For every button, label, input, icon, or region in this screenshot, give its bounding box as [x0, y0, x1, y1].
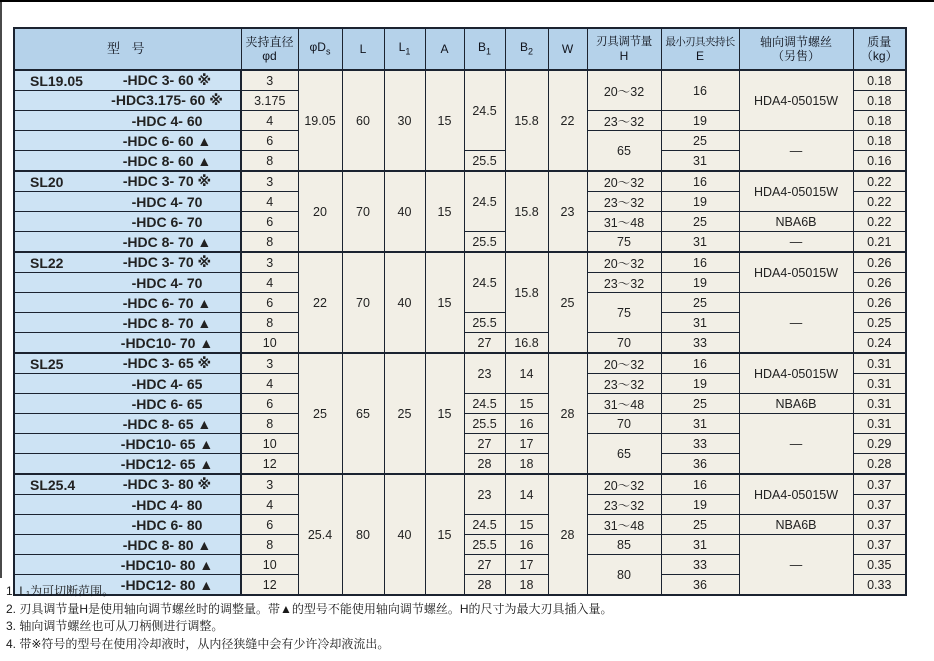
E-value-cell: 25 — [661, 212, 739, 232]
E-value-cell: 31 — [661, 232, 739, 253]
B1-value-cell: 25.5 — [464, 232, 505, 253]
screw-value-cell: HDA4-05015W — [739, 70, 853, 131]
H-value-cell: 65 — [587, 131, 661, 172]
model-cell — [14, 293, 241, 313]
A-value-cell: 15 — [425, 353, 464, 474]
B2-value-cell: 17 — [505, 434, 548, 454]
A-value-cell: 15 — [425, 474, 464, 595]
col-header-mass: 质量 （kg） — [853, 28, 906, 70]
model-cell — [14, 333, 241, 354]
table-row — [14, 70, 906, 91]
H-value-cell: 23～32 — [587, 192, 661, 212]
model-label: -HDC 8- 70 ▲ — [122, 314, 212, 331]
Ds-value-cell: 19.05 — [298, 70, 342, 171]
model-cell — [14, 131, 241, 151]
E-value-cell: 33 — [661, 333, 739, 354]
model-cell — [14, 414, 241, 434]
series-label: SL20 — [30, 173, 64, 190]
screw-value-cell: — — [739, 131, 853, 172]
W-value-cell: 23 — [548, 171, 587, 252]
H-value-cell: 31～48 — [587, 212, 661, 232]
series-label: SL22 — [30, 254, 64, 271]
model-cell — [14, 353, 241, 374]
model-label: -HDC10- 65 ▲ — [120, 435, 214, 452]
model-label: -HDC3.175- 60 ※ — [111, 92, 223, 108]
spec-table — [13, 27, 907, 596]
model-label: -HDC 3- 60 ※ — [122, 72, 212, 88]
footnote-2: 2. 刃具调节量H是使用轴向调节螺丝时的调整量。带▲的型号不能使用轴向调节螺丝。H的尺寸为最大刃具插入量。 — [6, 601, 613, 616]
model-label: -HDC12- 80 ▲ — [120, 576, 214, 593]
d-value-cell: 4 — [241, 495, 298, 515]
E-value-cell: 25 — [661, 515, 739, 535]
Ds-value-cell: 25.4 — [298, 474, 342, 595]
model-label: -HDC 4- 65 — [131, 375, 203, 392]
col-header-E: 最小刃具夹持长 E — [661, 28, 739, 70]
mass-value-cell: 0.26 — [853, 252, 906, 273]
A-value-cell: 15 — [425, 252, 464, 353]
model-cell — [14, 252, 241, 273]
E-value-cell: 19 — [661, 192, 739, 212]
model-cell — [14, 171, 241, 192]
H-value-cell: 20～32 — [587, 171, 661, 192]
d-value-cell: 8 — [241, 232, 298, 253]
mass-value-cell: 0.37 — [853, 474, 906, 495]
mass-value-cell: 0.21 — [853, 232, 906, 253]
H-value-cell: 65 — [587, 434, 661, 475]
model-cell — [14, 232, 241, 253]
model-label: -HDC 4- 70 — [131, 274, 203, 291]
E-value-cell: 16 — [661, 353, 739, 374]
E-value-cell: 31 — [661, 414, 739, 434]
mass-value-cell: 0.29 — [853, 434, 906, 454]
d-value-cell: 8 — [241, 151, 298, 172]
d-value-cell: 6 — [241, 212, 298, 232]
col-header-L: L — [342, 28, 384, 70]
model-cell — [14, 313, 241, 333]
d-value-cell: 3 — [241, 252, 298, 273]
model-cell — [14, 454, 241, 475]
mass-value-cell: 0.25 — [853, 313, 906, 333]
table-body — [14, 70, 906, 595]
E-value-cell: 16 — [661, 474, 739, 495]
B1-value-cell: 24.5 — [464, 394, 505, 414]
B2-value-cell: 15.8 — [505, 252, 548, 333]
model-label: -HDC 6- 60 ▲ — [122, 132, 212, 149]
L1-value-cell: 25 — [384, 353, 425, 474]
B2-value-cell: 16.8 — [505, 333, 548, 354]
col-header-screw: 轴向调节螺丝 （另售） — [739, 28, 853, 70]
model-cell — [14, 212, 241, 232]
B2-value-cell: 15.8 — [505, 171, 548, 252]
B2-value-cell: 16 — [505, 414, 548, 434]
E-value-cell: 16 — [661, 252, 739, 273]
B1-value-cell: 25.5 — [464, 313, 505, 333]
B1-value-cell: 24.5 — [464, 252, 505, 313]
B1-value-cell: 27 — [464, 333, 505, 354]
series-label: SL25.4 — [30, 476, 76, 493]
B1-value-cell: 25.5 — [464, 151, 505, 172]
mass-value-cell: 0.28 — [853, 454, 906, 475]
screw-value-cell: — — [739, 232, 853, 253]
col-header-B1: $B_1$ — [464, 28, 505, 70]
L-value-cell: 70 — [342, 252, 384, 353]
H-value-cell: 20～32 — [587, 252, 661, 273]
B1-value-cell: 27 — [464, 434, 505, 454]
d-value-cell: 6 — [241, 293, 298, 313]
d-value-cell: 3 — [241, 171, 298, 192]
footnote-4: 4. 带※符号的型号在使用冷却液时，从内径狭缝中会有少许冷却液流出。 — [6, 636, 390, 651]
model-label: -HDC 8- 70 ▲ — [122, 233, 212, 250]
B2-value-cell: 14 — [505, 474, 548, 515]
B1-value-cell: 23 — [464, 353, 505, 394]
H-value-cell: 70 — [587, 333, 661, 354]
col-header-W: W — [548, 28, 587, 70]
H-value-cell: 75 — [587, 293, 661, 333]
d-value-cell: 10 — [241, 434, 298, 454]
E-value-cell: 19 — [661, 495, 739, 515]
E-value-cell: 25 — [661, 394, 739, 414]
mass-value-cell: 0.22 — [853, 192, 906, 212]
d-value-cell: 4 — [241, 273, 298, 293]
model-label: -HDC 3- 70 ※ — [122, 173, 212, 189]
d-value-cell: 6 — [241, 515, 298, 535]
d-value-cell: 10 — [241, 333, 298, 354]
screw-value-cell: NBA6B — [739, 515, 853, 535]
B2-value-cell: 18 — [505, 454, 548, 475]
col-header-Ds: $\varphi D_s$ — [298, 28, 342, 70]
d-value-cell: 12 — [241, 575, 298, 596]
model-label: -HDC 4- 80 — [131, 496, 203, 513]
mass-value-cell: 0.31 — [853, 414, 906, 434]
model-cell — [14, 394, 241, 414]
Ds-value-cell: 25 — [298, 353, 342, 474]
H-value-cell: 70 — [587, 414, 661, 434]
model-cell — [14, 515, 241, 535]
E-value-cell: 16 — [661, 171, 739, 192]
L1-value-cell: 30 — [384, 70, 425, 171]
screw-value-cell: — — [739, 414, 853, 475]
screw-value-cell: — — [739, 535, 853, 596]
d-value-cell: 3 — [241, 474, 298, 495]
series-label: SL19.05 — [30, 72, 83, 89]
screw-value-cell: HDA4-05015W — [739, 353, 853, 394]
footnotes — [6, 583, 926, 653]
col-header-B2: $B_2$ — [505, 28, 548, 70]
table-header — [14, 28, 906, 70]
H-value-cell: 85 — [587, 535, 661, 555]
L-value-cell: 65 — [342, 353, 384, 474]
B1-value-cell: 28 — [464, 575, 505, 596]
d-value-cell: 3.175 — [241, 91, 298, 111]
mass-value-cell: 0.18 — [853, 111, 906, 131]
B2-value-cell: 15.8 — [505, 70, 548, 171]
model-cell — [14, 555, 241, 575]
mass-value-cell: 0.26 — [853, 293, 906, 313]
model-label: -HDC 8- 60 ▲ — [122, 152, 212, 169]
model-cell — [14, 70, 241, 91]
model-cell — [14, 434, 241, 454]
mass-value-cell: 0.37 — [853, 515, 906, 535]
model-label: -HDC 3- 65 ※ — [122, 355, 212, 371]
W-value-cell: 28 — [548, 353, 587, 474]
screw-value-cell: HDA4-05015W — [739, 171, 853, 212]
L1-value-cell: 40 — [384, 171, 425, 252]
H-value-cell: 31～48 — [587, 515, 661, 535]
d-value-cell: 6 — [241, 131, 298, 151]
B2-value-cell: 17 — [505, 555, 548, 575]
model-label: -HDC12- 65 ▲ — [120, 455, 214, 472]
H-value-cell: 31～48 — [587, 394, 661, 414]
model-label: -HDC 6- 80 — [131, 516, 203, 533]
H-value-cell: 23～32 — [587, 495, 661, 515]
footnote-3: 3. 轴向调节螺丝也可从刀柄侧进行调整。 — [6, 619, 224, 633]
E-value-cell: 36 — [661, 575, 739, 596]
B1-value-cell: 24.5 — [464, 70, 505, 151]
model-label: -HDC10- 70 ▲ — [120, 334, 214, 351]
d-value-cell: 8 — [241, 414, 298, 434]
H-value-cell: 23～32 — [587, 273, 661, 293]
B1-value-cell: 28 — [464, 454, 505, 475]
mass-value-cell: 0.24 — [853, 333, 906, 354]
top-rule — [0, 0, 934, 2]
B1-value-cell: 27 — [464, 555, 505, 575]
B1-value-cell: 23 — [464, 474, 505, 515]
model-cell — [14, 374, 241, 394]
E-value-cell: 19 — [661, 111, 739, 131]
table-row — [14, 353, 906, 374]
mass-value-cell: 0.31 — [853, 353, 906, 374]
model-cell — [14, 495, 241, 515]
B2-value-cell: 14 — [505, 353, 548, 394]
table-row — [14, 252, 906, 273]
d-value-cell: 12 — [241, 454, 298, 475]
E-value-cell: 31 — [661, 535, 739, 555]
mass-value-cell: 0.22 — [853, 212, 906, 232]
d-value-cell: 3 — [241, 70, 298, 91]
footnote-1: 1. L₁为可切断范围。 — [6, 584, 115, 598]
B1-value-cell: 24.5 — [464, 171, 505, 232]
table-row — [14, 171, 906, 192]
mass-value-cell: 0.16 — [853, 151, 906, 172]
mass-value-cell: 0.37 — [853, 495, 906, 515]
mass-value-cell: 0.33 — [853, 575, 906, 596]
B2-value-cell: 15 — [505, 394, 548, 414]
B1-value-cell: 25.5 — [464, 414, 505, 434]
model-label: -HDC 4- 60 — [131, 112, 203, 129]
model-cell — [14, 151, 241, 172]
H-value-cell: 75 — [587, 232, 661, 253]
E-value-cell: 33 — [661, 555, 739, 575]
screw-value-cell: — — [739, 293, 853, 354]
model-cell — [14, 474, 241, 495]
d-value-cell: 4 — [241, 192, 298, 212]
mass-value-cell: 0.18 — [853, 131, 906, 151]
left-rule — [0, 2, 2, 578]
E-value-cell: 16 — [661, 70, 739, 111]
B2-value-cell: 18 — [505, 575, 548, 596]
E-value-cell: 19 — [661, 273, 739, 293]
table-row — [14, 474, 906, 495]
Ds-value-cell: 22 — [298, 252, 342, 353]
model-label: -HDC 8- 80 ▲ — [122, 536, 212, 553]
model-label: -HDC 6- 70 ▲ — [122, 294, 212, 311]
H-value-cell: 23～32 — [587, 111, 661, 131]
header-row — [14, 28, 906, 70]
model-label: -HDC10- 80 ▲ — [120, 556, 214, 573]
B1-value-cell: 25.5 — [464, 535, 505, 555]
mass-value-cell: 0.22 — [853, 171, 906, 192]
model-label: -HDC 3- 80 ※ — [122, 476, 212, 492]
mass-value-cell: 0.26 — [853, 273, 906, 293]
model-label: -HDC 6- 70 — [131, 213, 203, 230]
W-value-cell: 25 — [548, 252, 587, 353]
col-header-H: 刃具调节量 H — [587, 28, 661, 70]
B1-value-cell: 24.5 — [464, 515, 505, 535]
screw-value-cell: NBA6B — [739, 212, 853, 232]
model-cell — [14, 273, 241, 293]
mass-value-cell: 0.31 — [853, 394, 906, 414]
L1-value-cell: 40 — [384, 474, 425, 595]
col-header-A: A — [425, 28, 464, 70]
L-value-cell: 80 — [342, 474, 384, 595]
model-label: -HDC 4- 70 — [131, 193, 203, 210]
d-value-cell: 8 — [241, 535, 298, 555]
mass-value-cell: 0.18 — [853, 91, 906, 111]
E-value-cell: 31 — [661, 151, 739, 172]
model-cell — [14, 91, 241, 111]
model-label: -HDC 8- 65 ▲ — [122, 415, 212, 432]
H-value-cell: 20～32 — [587, 474, 661, 495]
screw-value-cell: HDA4-05015W — [739, 474, 853, 515]
screw-value-cell: HDA4-05015W — [739, 252, 853, 293]
d-value-cell: 6 — [241, 394, 298, 414]
model-cell — [14, 535, 241, 555]
d-value-cell: 8 — [241, 313, 298, 333]
B2-value-cell: 15 — [505, 515, 548, 535]
H-value-cell: 20～32 — [587, 353, 661, 374]
E-value-cell: 25 — [661, 131, 739, 151]
W-value-cell: 28 — [548, 474, 587, 595]
col-header-d: 夹持直径 φd — [241, 28, 298, 70]
A-value-cell: 15 — [425, 70, 464, 171]
screw-value-cell: NBA6B — [739, 394, 853, 414]
L-value-cell: 70 — [342, 171, 384, 252]
col-header-L1: $L_1$ — [384, 28, 425, 70]
E-value-cell: 36 — [661, 454, 739, 475]
E-value-cell: 25 — [661, 293, 739, 313]
model-cell — [14, 192, 241, 212]
mass-value-cell: 0.35 — [853, 555, 906, 575]
col-header-model: 型 号 — [14, 28, 241, 70]
L-value-cell: 60 — [342, 70, 384, 171]
H-value-cell: 23～32 — [587, 374, 661, 394]
model-label: -HDC 3- 70 ※ — [122, 254, 212, 270]
mass-value-cell: 0.18 — [853, 70, 906, 91]
E-value-cell: 33 — [661, 434, 739, 454]
E-value-cell: 31 — [661, 313, 739, 333]
d-value-cell: 10 — [241, 555, 298, 575]
Ds-value-cell: 20 — [298, 171, 342, 252]
d-value-cell: 4 — [241, 111, 298, 131]
H-value-cell: 80 — [587, 555, 661, 596]
series-label: SL25 — [30, 355, 64, 372]
mass-value-cell: 0.37 — [853, 535, 906, 555]
model-cell — [14, 111, 241, 131]
mass-value-cell: 0.31 — [853, 374, 906, 394]
model-label: -HDC 6- 65 — [131, 395, 203, 412]
E-value-cell: 19 — [661, 374, 739, 394]
d-value-cell: 4 — [241, 374, 298, 394]
L1-value-cell: 40 — [384, 252, 425, 353]
H-value-cell: 20～32 — [587, 70, 661, 111]
B2-value-cell: 16 — [505, 535, 548, 555]
W-value-cell: 22 — [548, 70, 587, 171]
d-value-cell: 3 — [241, 353, 298, 374]
A-value-cell: 15 — [425, 171, 464, 252]
